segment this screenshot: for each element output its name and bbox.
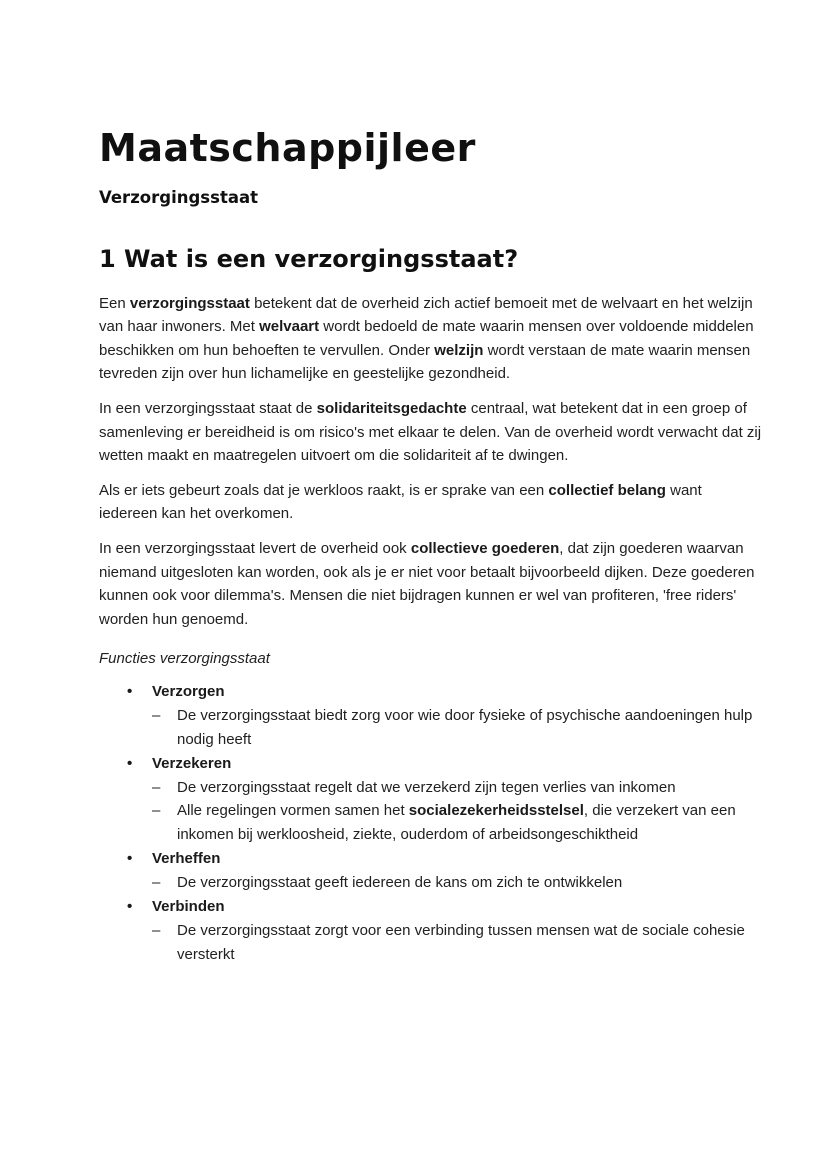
paragraph [99, 292, 763, 386]
sub-list-item [99, 776, 763, 800]
sub-list-item-text [177, 922, 745, 963]
functions-heading: Functies verzorgingsstaat [99, 650, 270, 668]
paragraph [99, 397, 763, 468]
sub-list-item-text [177, 779, 676, 796]
bullet-list [99, 680, 763, 967]
bold-term: collectieve goederen [410, 539, 560, 557]
paragraphs-container [99, 292, 763, 632]
text-run: wordt verstaan de mate waarin mensen tevreden zijn over hun lichamelijke en geestelijke gezondheid. [99, 341, 751, 383]
text-run: De verzorgingsstaat biedt zorg voor wie door fysieke of psychische aandoeningen hulp nodig heeft [177, 706, 753, 748]
document-title: Maatschappijleer [99, 126, 476, 170]
text-run: wordt bedoeld de mate waarin mensen over voldoende middelen beschikken om hun behoeften te vervullen. Onder [99, 318, 754, 359]
sub-list-item [99, 919, 763, 967]
section-heading: 1 Wat is een verzorgingsstaat? [99, 244, 519, 273]
sub-list-item-text [177, 874, 622, 891]
bold-term: solidariteitsgedachte [316, 399, 467, 417]
bullet-marker-icon: • [127, 898, 133, 916]
text-run: Alle regelingen vormen samen het [177, 802, 409, 820]
page-content [99, 0, 763, 967]
sub-list-item-text [177, 707, 752, 748]
bold-term: welvaart [259, 318, 320, 336]
dash-marker-icon: – [152, 706, 161, 724]
paragraph [99, 537, 763, 631]
document-subtitle: Verzorgingsstaat [99, 187, 258, 207]
text-run: In een verzorgingsstaat levert de overheid ook [99, 539, 411, 557]
bullet-item-label: Verzekeren [152, 754, 232, 772]
dash-marker-icon: – [152, 778, 161, 796]
bold-term: welzijn [434, 341, 484, 359]
bold-term: collectief belang [548, 481, 666, 499]
bullet-item-label: Verheffen [152, 850, 221, 868]
body-copy [99, 292, 763, 967]
bullet-item-verbinden [99, 895, 763, 919]
text-run: Als er iets gebeurt zoals dat je werkloos raakt, is er sprake van een [99, 481, 549, 499]
bullet-marker-icon: • [127, 754, 133, 772]
dash-marker-icon: – [152, 874, 161, 892]
bullet-item-verzorgen [99, 680, 763, 704]
sub-list-item [99, 799, 763, 847]
sub-list-item [99, 871, 763, 895]
dash-marker-icon: – [152, 921, 161, 939]
text-run: centraal, wat betekent dat in een groep of samenleving er bereidheid is om risico's met elkaar te delen. Van de overheid wordt verwacht dat zij wetten maakt en maatregelen uitvoert om die solidariteit af te dwingen. [99, 399, 762, 465]
bold-term: socialezekerheidsstelsel [408, 802, 584, 820]
bullet-marker-icon: • [127, 682, 133, 700]
text-run: De verzorgingsstaat regelt dat we verzekerd zijn tegen verlies van inkomen [177, 778, 676, 796]
bullet-marker-icon: • [127, 850, 133, 868]
bold-term: verzorgingsstaat [129, 294, 250, 312]
sub-list-item-text [177, 802, 736, 843]
text-run: De verzorgingsstaat zorgt voor een verbinding tussen mensen wat de sociale cohesie versterkt [177, 921, 745, 963]
text-run: Een [99, 294, 130, 312]
bullet-item-label: Verzorgen [152, 682, 225, 700]
text-run: betekent dat de overheid zich actief bemoeit met de welvaart en het welzijn van haar inwoners. Met [99, 294, 753, 336]
text-run: , die verzekert van een inkomen bij werkloosheid, ziekte, ouderdom of arbeidsongeschiktheid [177, 802, 736, 844]
text-run: want iedereen kan het overkomen. [99, 481, 702, 523]
paragraph [99, 479, 763, 526]
bullet-item-label: Verbinden [152, 898, 225, 916]
sub-list-item [99, 704, 763, 752]
dash-marker-icon: – [152, 802, 161, 820]
bullet-item-verheffen [99, 847, 763, 871]
text-run: , dat zijn goederen waarvan niemand uitgesloten kan worden, ook als je er niet voor betaalt bijvoorbeeld dijken. Deze goederen kunnen ook voor dilemma's. Mensen die niet bijdragen kunnen er wel van profiteren, 'free riders' worden hun genoemd. [99, 539, 755, 628]
bullet-item-verzekeren [99, 752, 763, 776]
text-run: De verzorgingsstaat geeft iedereen de kans om zich te ontwikkelen [177, 874, 623, 892]
text-run: In een verzorgingsstaat staat de [99, 399, 317, 417]
